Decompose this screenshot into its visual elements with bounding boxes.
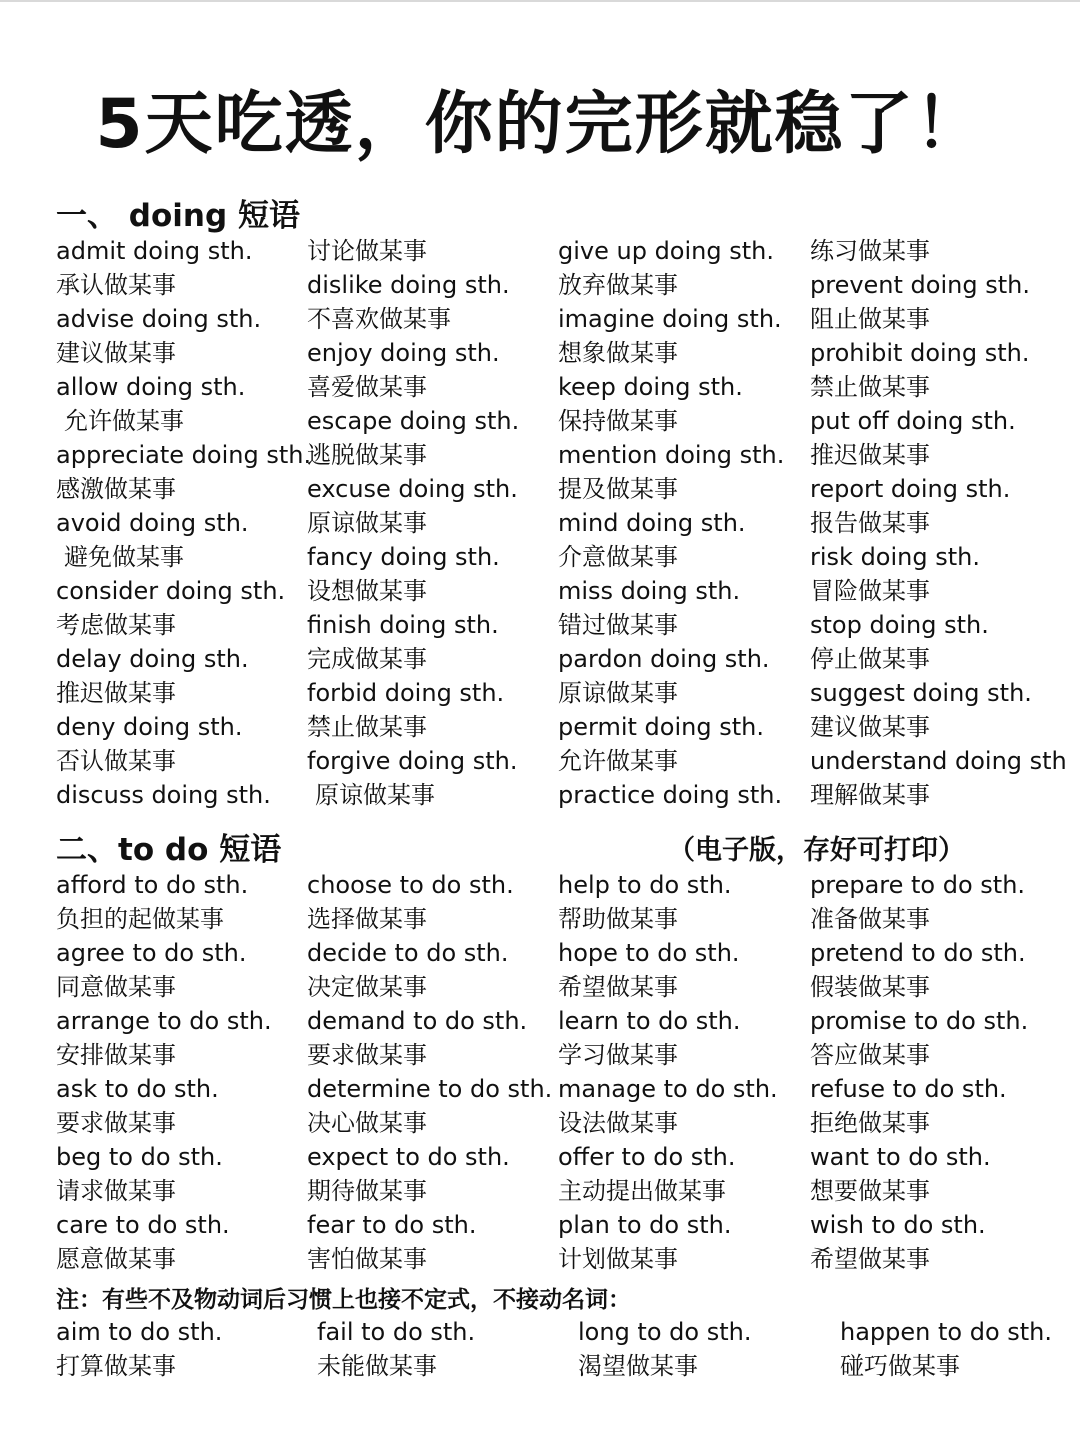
list-item: 原谅做某事 (558, 679, 678, 707)
note-text: 注：有些不及物动词后习惯上也接不定式，不接动名词： (56, 1287, 631, 1313)
list-item: 错过做某事 (558, 611, 678, 639)
list-item: 害怕做某事 (307, 1245, 427, 1273)
list-item: mind doing sth. (558, 509, 746, 537)
page-title: 5天吃透，你的完形就稳了！ (95, 85, 985, 164)
list-item: allow doing sth. (56, 373, 246, 401)
list-item: 决心做某事 (307, 1109, 427, 1137)
list-item: 允许做某事 (64, 407, 184, 435)
note-item-zh: 渴望做某事 (578, 1352, 698, 1380)
list-item: 要求做某事 (56, 1109, 176, 1137)
list-item: 同意做某事 (56, 973, 176, 1001)
list-item: 原谅做某事 (315, 781, 435, 809)
list-item: keep doing sth. (558, 373, 743, 401)
list-item: delay doing sth. (56, 645, 249, 673)
list-item: 想象做某事 (558, 339, 678, 367)
list-item: put off doing sth. (810, 407, 1016, 435)
list-item: 避免做某事 (64, 543, 184, 571)
note-item-en: long to do sth. (578, 1318, 752, 1346)
list-item: agree to do sth. (56, 939, 247, 967)
note-item (840, 1315, 1052, 1383)
list-item: 建议做某事 (56, 339, 176, 367)
list-item: 愿意做某事 (56, 1245, 176, 1273)
list-item: prevent doing sth. (810, 271, 1030, 299)
list-item: pardon doing sth. (558, 645, 770, 673)
list-item: wish to do sth. (810, 1211, 986, 1239)
list-item: afford to do sth. (56, 871, 249, 899)
list-item: 提及做某事 (558, 475, 678, 503)
list-item: 禁止做某事 (307, 713, 427, 741)
list-item: dislike doing sth. (307, 271, 510, 299)
list-item: 主动提出做某事 (558, 1177, 726, 1205)
list-item: promise to do sth. (810, 1007, 1029, 1035)
list-item: mention doing sth. (558, 441, 785, 469)
list-item: deny doing sth. (56, 713, 243, 741)
list-item: admit doing sth. (56, 237, 253, 265)
list-item: 安排做某事 (56, 1041, 176, 1069)
list-item: 喜爱做某事 (307, 373, 427, 401)
print-note: （电子版，存好可打印） (668, 835, 965, 866)
list-item: help to do sth. (558, 871, 732, 899)
list-item: avoid doing sth. (56, 509, 249, 537)
list-item: 理解做某事 (810, 781, 930, 809)
list-item: arrange to do sth. (56, 1007, 272, 1035)
list-item: 答应做某事 (810, 1041, 930, 1069)
list-item: 建议做某事 (810, 713, 930, 741)
list-item: discuss doing sth. (56, 781, 271, 809)
list-item: 拒绝做某事 (810, 1109, 930, 1137)
section2-col2 (307, 868, 552, 1276)
note-item (317, 1315, 475, 1383)
list-item: finish doing sth. (307, 611, 499, 639)
list-item: enjoy doing sth. (307, 339, 500, 367)
list-item: want to do sth. (810, 1143, 991, 1171)
section1-heading: 一、 doing 短语 (56, 198, 300, 234)
list-item: 停止做某事 (810, 645, 930, 673)
note-item (56, 1315, 222, 1383)
list-item: 原谅做某事 (307, 509, 427, 537)
list-item: 请求做某事 (56, 1177, 176, 1205)
list-item: plan to do sth. (558, 1211, 732, 1239)
list-item: 希望做某事 (810, 1245, 930, 1273)
top-divider (0, 0, 1080, 2)
list-item: 否认做某事 (56, 747, 176, 775)
list-item: 不喜欢做某事 (307, 305, 451, 333)
list-item: 考虑做某事 (56, 611, 176, 639)
list-item: imagine doing sth. (558, 305, 782, 333)
list-item: 假装做某事 (810, 973, 930, 1001)
list-item: forbid doing sth. (307, 679, 505, 707)
list-item: give up doing sth. (558, 237, 774, 265)
section1-col2 (307, 234, 519, 812)
list-item: 练习做某事 (810, 237, 930, 265)
list-item: 介意做某事 (558, 543, 678, 571)
list-item: 讨论做某事 (307, 237, 427, 265)
note-item (578, 1315, 751, 1383)
list-item: prepare to do sth. (810, 871, 1026, 899)
list-item: forgive doing sth. (307, 747, 518, 775)
note-item-en: happen to do sth. (840, 1318, 1053, 1346)
list-item: 计划做某事 (558, 1245, 678, 1273)
list-item: practice doing sth. (558, 781, 783, 809)
list-item: pretend to do sth. (810, 939, 1026, 967)
list-item: report doing sth. (810, 475, 1011, 503)
note-item-zh: 碰巧做某事 (840, 1352, 960, 1380)
list-item: consider doing sth. (56, 577, 286, 605)
list-item: 准备做某事 (810, 905, 930, 933)
list-item: choose to do sth. (307, 871, 514, 899)
list-item: ask to do sth. (56, 1075, 219, 1103)
section1-col4 (810, 234, 1067, 812)
list-item: 完成做某事 (307, 645, 427, 673)
list-item: risk doing sth. (810, 543, 980, 571)
list-item: 设法做某事 (558, 1109, 678, 1137)
list-item: hope to do sth. (558, 939, 740, 967)
list-item: 学习做某事 (558, 1041, 678, 1069)
list-item: 放弃做某事 (558, 271, 678, 299)
list-item: demand to do sth. (307, 1007, 528, 1035)
note-item-zh: 打算做某事 (56, 1352, 176, 1380)
list-item: 设想做某事 (307, 577, 427, 605)
list-item: 要求做某事 (307, 1041, 427, 1069)
list-item: excuse doing sth. (307, 475, 518, 503)
list-item: 负担的起做某事 (56, 905, 224, 933)
list-item: suggest doing sth. (810, 679, 1032, 707)
list-item: 帮助做某事 (558, 905, 678, 933)
list-item: 选择做某事 (307, 905, 427, 933)
note-item-en: aim to do sth. (56, 1318, 223, 1346)
list-item: 承认做某事 (56, 271, 176, 299)
list-item: determine to do sth. (307, 1075, 553, 1103)
list-item: 保持做某事 (558, 407, 678, 435)
list-item: miss doing sth. (558, 577, 741, 605)
list-item: 报告做某事 (810, 509, 930, 537)
list-item: 冒险做某事 (810, 577, 930, 605)
section2-heading: 二、to do 短语 (56, 832, 282, 868)
list-item: expect to do sth. (307, 1143, 510, 1171)
list-item: 禁止做某事 (810, 373, 930, 401)
list-item: 决定做某事 (307, 973, 427, 1001)
list-item: fancy doing sth. (307, 543, 500, 571)
list-item: 逃脱做某事 (307, 441, 427, 469)
list-item: 允许做某事 (558, 747, 678, 775)
list-item: prohibit doing sth. (810, 339, 1030, 367)
list-item: care to do sth. (56, 1211, 230, 1239)
note-item-en: fail to do sth. (317, 1318, 476, 1346)
list-item: 推迟做某事 (810, 441, 930, 469)
section2-col4 (810, 868, 1028, 1276)
list-item: learn to do sth. (558, 1007, 741, 1035)
list-item: decide to do sth. (307, 939, 509, 967)
list-item: 希望做某事 (558, 973, 678, 1001)
section1-col1 (56, 234, 311, 812)
list-item: understand doing sth (810, 747, 1067, 775)
list-item: manage to do sth. (558, 1075, 778, 1103)
section2-col3 (558, 868, 778, 1276)
list-item: 阻止做某事 (810, 305, 930, 333)
section2-col1 (56, 868, 272, 1276)
list-item: escape doing sth. (307, 407, 520, 435)
list-item: 感激做某事 (56, 475, 176, 503)
list-item: appreciate doing sth. (56, 441, 312, 469)
list-item: beg to do sth. (56, 1143, 223, 1171)
list-item: stop doing sth. (810, 611, 989, 639)
list-item: offer to do sth. (558, 1143, 736, 1171)
list-item: refuse to do sth. (810, 1075, 1007, 1103)
list-item: 推迟做某事 (56, 679, 176, 707)
list-item: advise doing sth. (56, 305, 262, 333)
note-item-zh: 未能做某事 (317, 1352, 437, 1380)
list-item: fear to do sth. (307, 1211, 477, 1239)
list-item: permit doing sth. (558, 713, 764, 741)
section1-col3 (558, 234, 784, 812)
list-item: 想要做某事 (810, 1177, 930, 1205)
list-item: 期待做某事 (307, 1177, 427, 1205)
